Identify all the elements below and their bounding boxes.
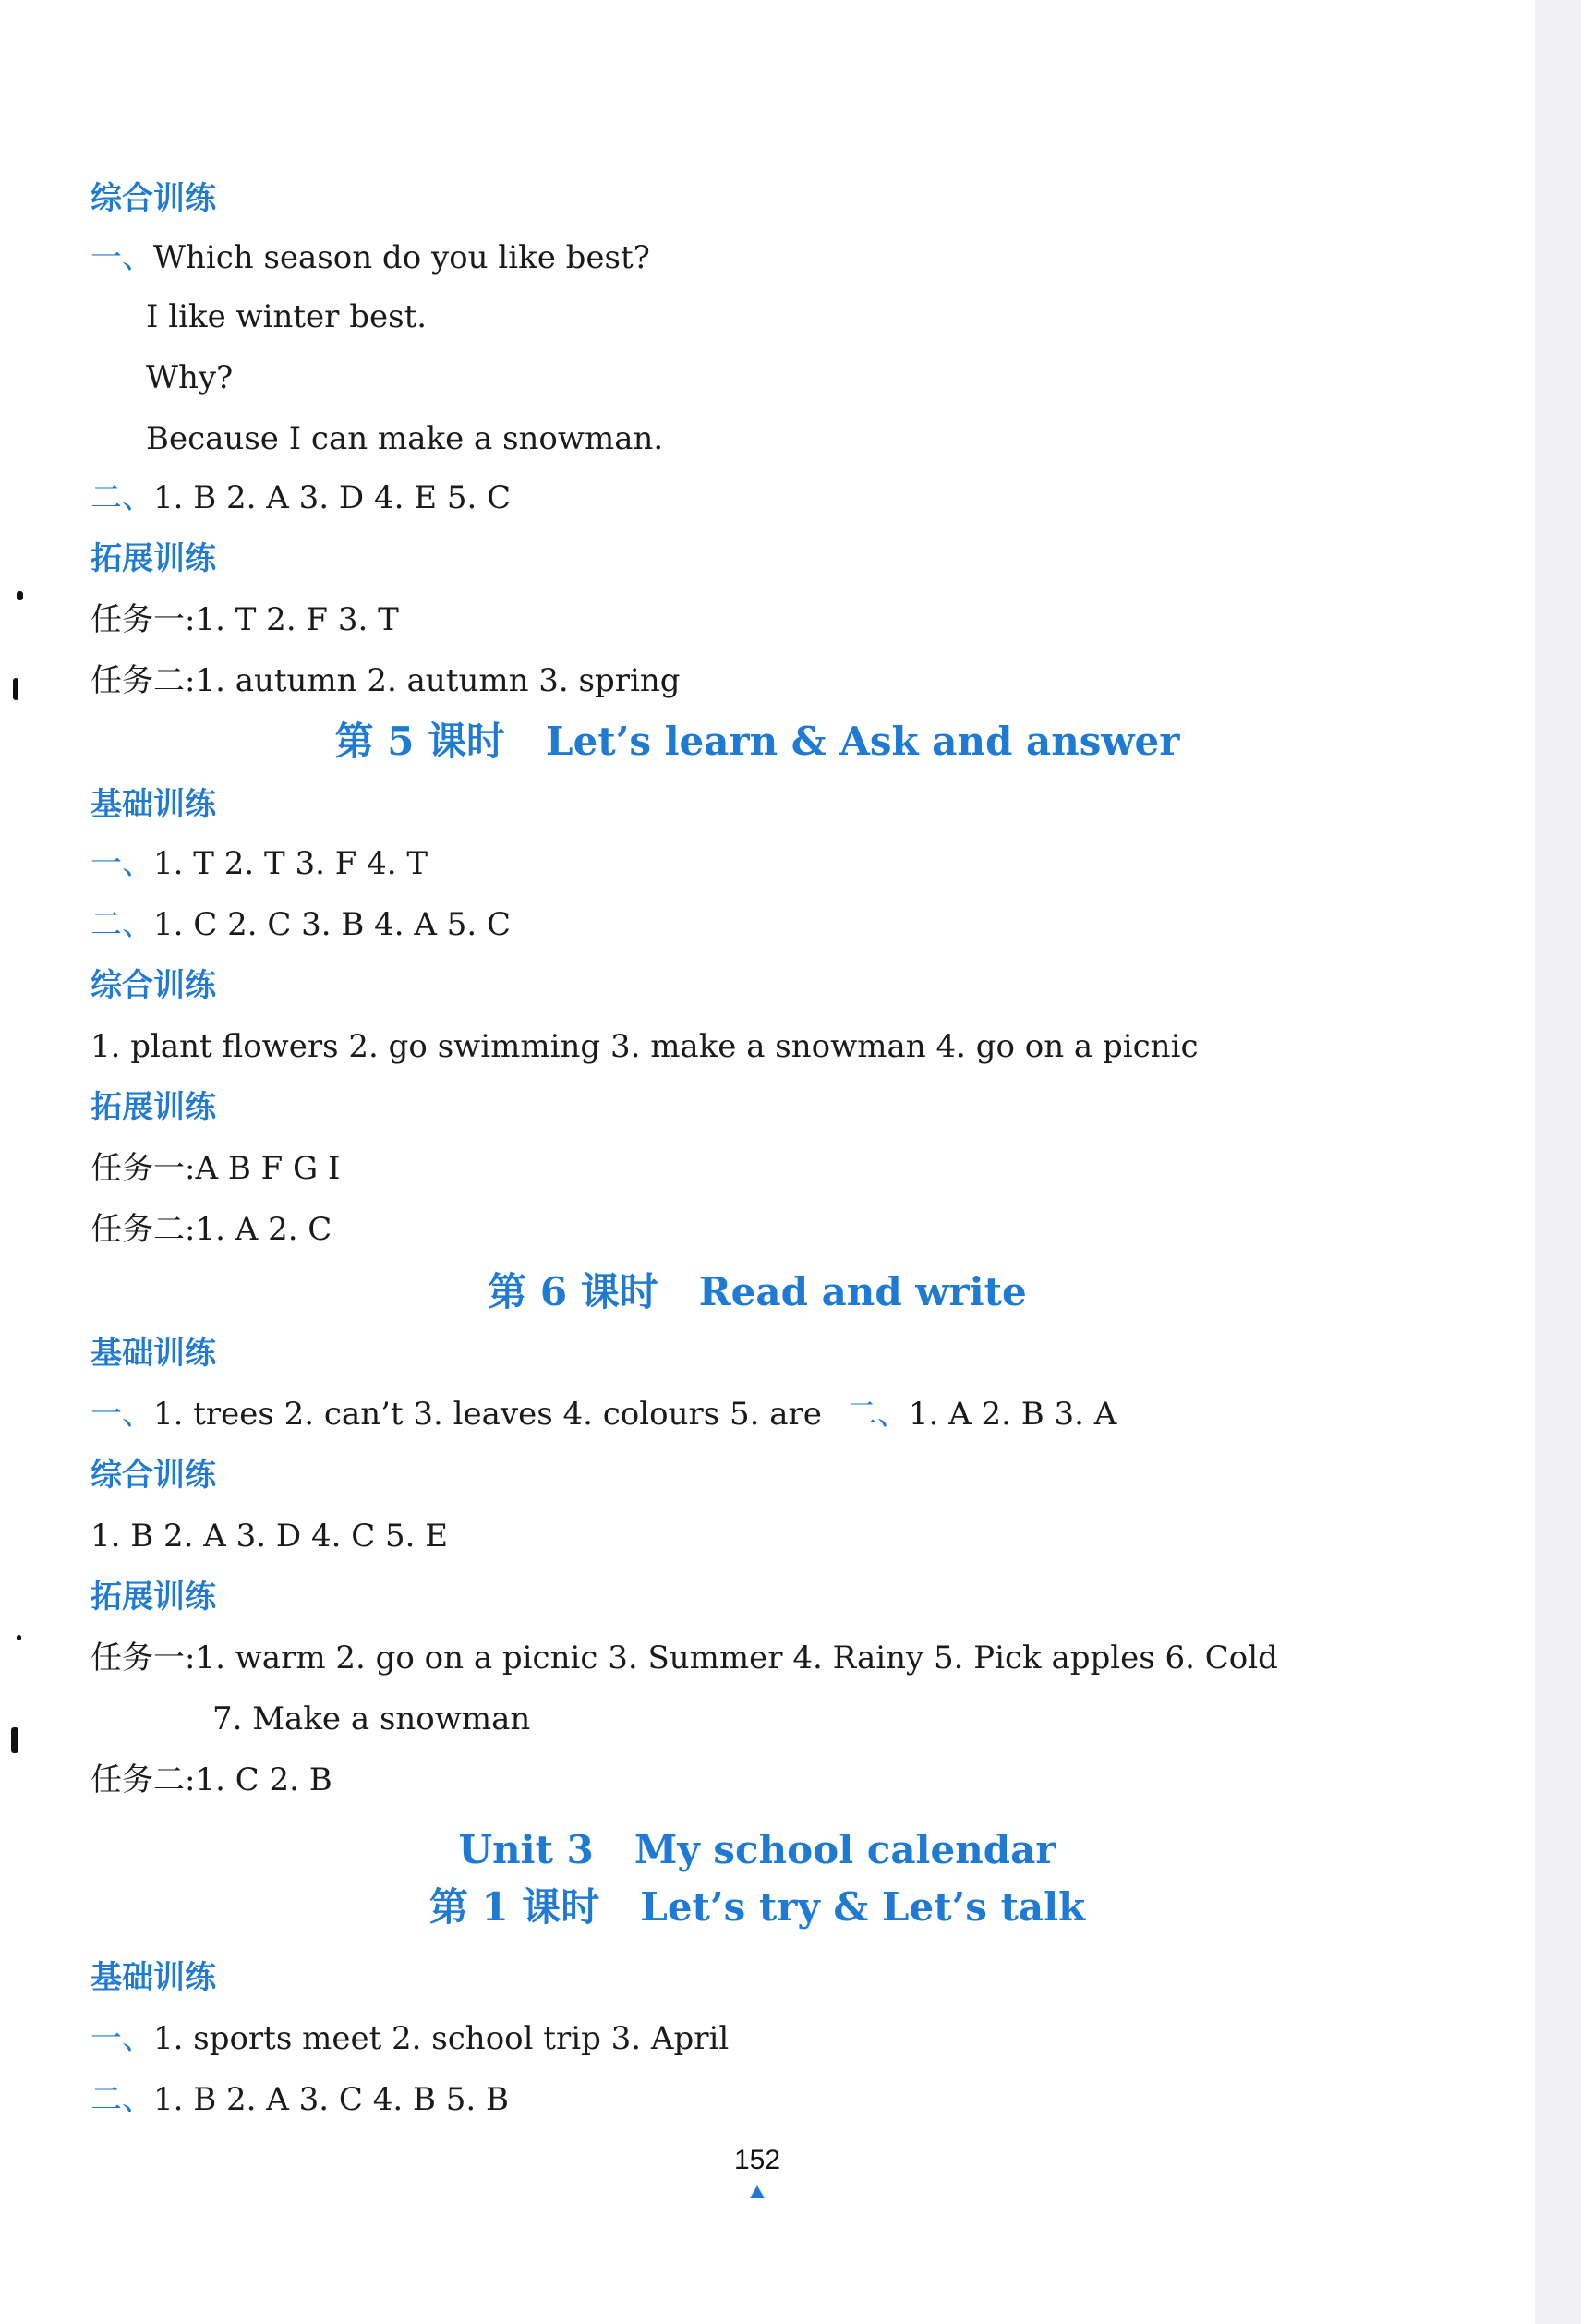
lesson-title (0, 711, 1515, 772)
answer-line: 任务一:1. T 2. F 3. T (91, 601, 399, 638)
answer-line: Because I can make a snowman. (146, 420, 664, 457)
answer-text: 1. A 2. B 3. A (908, 1396, 1117, 1433)
lesson-name: Read and write (698, 1269, 1027, 1314)
lesson-name: Let’s try & Let’s talk (640, 1884, 1086, 1930)
item-prefix: 一、 (91, 239, 153, 276)
answer-line (91, 1384, 1526, 1445)
answer-text: 1. C 2. C 3. B 4. A 5. C (153, 906, 512, 943)
item-prefix: 一、 (91, 2020, 153, 2057)
answer-text: 1. B 2. A 3. D 4. E 5. C (153, 479, 512, 516)
section-heading: 拓展训练 (91, 1579, 216, 1616)
page-number: 152 (733, 2145, 781, 2175)
item-prefix: 二、 (91, 479, 153, 516)
lesson-title (0, 1262, 1515, 1323)
answer-text: Which season do you like best? (153, 239, 650, 276)
scan-mark (13, 678, 18, 700)
section-heading: 拓展训练 (91, 540, 216, 577)
answer-line (91, 2069, 1526, 2130)
scan-mark (11, 1727, 18, 1753)
answer-line (91, 833, 1526, 894)
item-prefix: 二、 (845, 1396, 909, 1433)
unit-number: Unit 3 (458, 1827, 594, 1872)
scan-mark (17, 591, 23, 600)
lesson-name: Let’s learn & Ask and answer (546, 719, 1180, 764)
unit-title (0, 1820, 1515, 1881)
triangle-marker-icon (750, 2185, 765, 2198)
answer-text: 1. B 2. A 3. C 4. B 5. B (153, 2081, 509, 2118)
answer-text: 1. trees 2. can’t 3. leaves 4. colours 5. are (153, 1396, 822, 1433)
lesson-number: 第 6 课时 (488, 1269, 658, 1314)
item-prefix: 一、 (91, 845, 153, 882)
answer-text: 1. T 2. T 3. F 4. T (153, 845, 428, 882)
answer-line: 1. plant flowers 2. go swimming 3. make a snowman 4. go on a picnic (91, 1028, 1199, 1065)
answer-line: 任务二:1. A 2. C (91, 1211, 332, 1248)
answer-line: 7. Make a snowman (212, 1701, 531, 1737)
answer-line: 1. B 2. A 3. D 4. C 5. E (91, 1518, 449, 1555)
scan-mark (17, 1635, 21, 1640)
answer-line: Why? (146, 359, 234, 396)
answer-line: 任务二:1. C 2. B (91, 1761, 332, 1798)
answer-line (91, 2008, 1526, 2069)
section-heading: 基础训练 (91, 1335, 216, 1372)
lesson-number: 第 5 课时 (334, 719, 506, 764)
section-heading: 综合训练 (91, 967, 216, 1004)
item-prefix: 二、 (91, 906, 153, 943)
section-heading: 综合训练 (91, 1457, 216, 1494)
lesson-number: 第 1 课时 (428, 1884, 600, 1930)
section-heading: 基础训练 (91, 786, 216, 823)
item-prefix: 二、 (91, 2081, 153, 2118)
page-edge-shadow (1535, 0, 1581, 2324)
answer-line: 任务一:1. warm 2. go on a picnic 3. Summer 4. Rainy 5. Pick apples 6. Cold (91, 1640, 1278, 1676)
answer-line (91, 894, 1526, 955)
item-prefix: 一、 (91, 1396, 153, 1433)
answer-text: 1. sports meet 2. school trip 3. April (153, 2020, 730, 2057)
lesson-title (0, 1877, 1515, 1938)
answer-line: I like winter best. (146, 298, 428, 335)
answer-line (91, 227, 1526, 288)
unit-name: My school calendar (634, 1827, 1056, 1872)
answer-line: 任务一:A B F G I (91, 1150, 341, 1187)
section-heading: 拓展训练 (91, 1089, 216, 1126)
answer-line: 任务二:1. autumn 2. autumn 3. spring (91, 662, 681, 699)
section-heading: 基础训练 (91, 1959, 216, 1996)
section-heading: 综合训练 (91, 180, 216, 217)
answer-line (91, 467, 1526, 528)
